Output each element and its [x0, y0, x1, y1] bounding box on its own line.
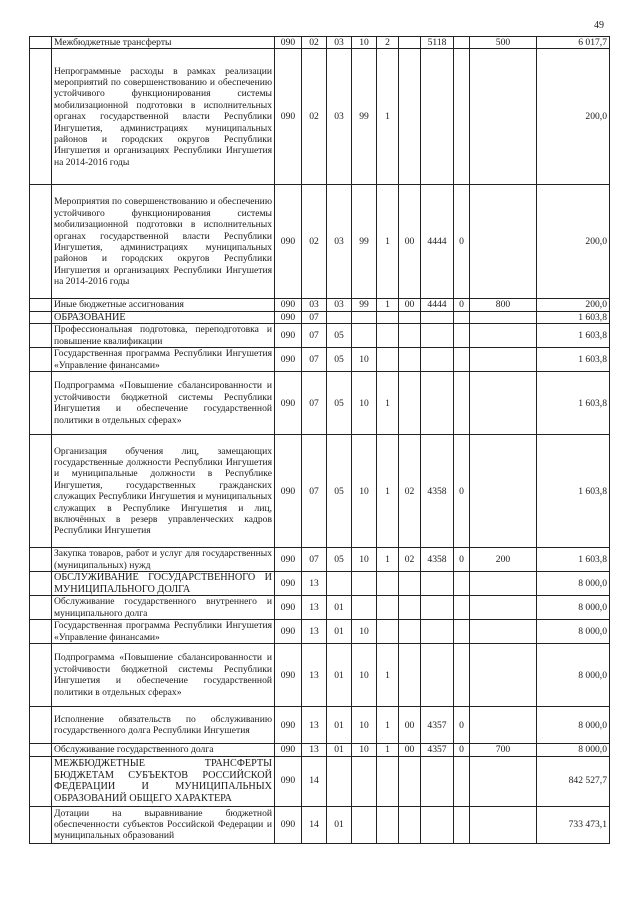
row-amount: 8 000,0: [537, 572, 610, 596]
row-code-cs1: [352, 311, 377, 323]
row-code-cs3: 00: [399, 744, 421, 756]
row-code-adm: 090: [275, 37, 302, 49]
row-amount: 1 603,8: [537, 435, 610, 548]
row-code-cs3: 02: [399, 435, 421, 548]
row-code-cs1: 10: [352, 435, 377, 548]
row-code-vr: [470, 185, 537, 299]
row-code-cs5: [454, 644, 470, 707]
row-code-rz: 13: [302, 572, 327, 596]
row-name-cell: [52, 707, 275, 744]
row-code-cs3: [399, 49, 421, 185]
row-code-cs2: 1: [377, 707, 399, 744]
row-amount: 8 000,0: [537, 707, 610, 744]
row-amount: 1 603,8: [537, 311, 610, 323]
row-name: ОБРАЗОВАНИЕ: [54, 311, 126, 323]
row-name-cell: [52, 311, 275, 323]
row-code-cs1: [352, 596, 377, 620]
table-row: [30, 311, 610, 323]
row-amount: 8 000,0: [537, 744, 610, 756]
row-name: Исполнение обязательств по обслуживанию государственного долга Республики Ингушетия: [54, 713, 272, 737]
row-code-cs4: 4357: [421, 744, 454, 756]
row-code-cs3: [399, 620, 421, 644]
row-code-vr: [470, 324, 537, 348]
row-code-adm: 090: [275, 744, 302, 756]
row-code-cs4: [421, 596, 454, 620]
row-code-pr: 01: [327, 707, 352, 744]
table-row: [30, 756, 610, 806]
row-name-cell: [52, 37, 275, 49]
row-name-cell: [52, 620, 275, 644]
row-code-cs4: 4444: [421, 185, 454, 299]
row-margin-cell: [30, 756, 52, 806]
row-code-cs2: 1: [377, 548, 399, 572]
row-code-cs5: 0: [454, 435, 470, 548]
row-code-rz: 13: [302, 596, 327, 620]
row-code-adm: 090: [275, 707, 302, 744]
row-code-cs1: 10: [352, 707, 377, 744]
row-code-cs5: [454, 324, 470, 348]
row-margin-cell: [30, 806, 52, 843]
row-code-cs5: [454, 348, 470, 372]
row-name: Обслуживание государственного долга: [54, 744, 214, 756]
row-code-pr: 01: [327, 744, 352, 756]
table-row: [30, 37, 610, 49]
row-margin-cell: [30, 37, 52, 49]
row-code-cs2: 1: [377, 744, 399, 756]
row-margin-cell: [30, 644, 52, 707]
row-amount: 200,0: [537, 299, 610, 311]
row-code-rz: 07: [302, 548, 327, 572]
row-code-cs1: [352, 806, 377, 843]
row-margin-cell: [30, 435, 52, 548]
row-code-pr: 05: [327, 372, 352, 435]
row-code-cs1: 10: [352, 548, 377, 572]
table-row: [30, 806, 610, 843]
row-margin-cell: [30, 572, 52, 596]
row-name-cell: [52, 744, 275, 756]
row-code-cs2: [377, 596, 399, 620]
row-code-cs4: [421, 372, 454, 435]
row-code-rz: 07: [302, 324, 327, 348]
row-code-cs3: [399, 324, 421, 348]
row-code-cs5: [454, 37, 470, 49]
row-code-cs4: [421, 348, 454, 372]
row-code-vr: [470, 620, 537, 644]
row-code-cs3: [399, 348, 421, 372]
row-code-cs4: [421, 756, 454, 806]
row-name: Обслуживание государственного внутреннего и муниципального долга: [54, 596, 272, 619]
row-code-cs5: [454, 572, 470, 596]
row-code-cs2: [377, 348, 399, 372]
row-code-rz: 07: [302, 311, 327, 323]
row-code-cs3: 00: [399, 185, 421, 299]
row-code-cs2: 1: [377, 185, 399, 299]
row-code-cs2: 1: [377, 49, 399, 185]
row-code-cs2: 2: [377, 37, 399, 49]
row-amount: 8 000,0: [537, 620, 610, 644]
row-code-cs3: 02: [399, 548, 421, 572]
row-name: Иные бюджетные ассигнования: [54, 299, 184, 311]
row-code-cs3: [399, 644, 421, 707]
row-code-pr: 05: [327, 548, 352, 572]
row-code-cs4: [421, 49, 454, 185]
row-name: Государственная программа Республики Ингушетия «Управление финансами»: [54, 348, 272, 371]
row-name-cell: [52, 299, 275, 311]
table-row: [30, 435, 610, 548]
row-code-cs3: [399, 596, 421, 620]
row-code-rz: 14: [302, 756, 327, 806]
row-code-cs3: [399, 311, 421, 323]
row-code-adm: 090: [275, 644, 302, 707]
row-margin-cell: [30, 620, 52, 644]
table-row: [30, 299, 610, 311]
row-code-adm: 090: [275, 620, 302, 644]
row-code-rz: 02: [302, 37, 327, 49]
page-number: 49: [594, 20, 604, 31]
table-row: [30, 707, 610, 744]
row-margin-cell: [30, 548, 52, 572]
table-row: [30, 644, 610, 707]
row-code-vr: 200: [470, 548, 537, 572]
row-code-cs1: 10: [352, 37, 377, 49]
row-code-adm: 090: [275, 756, 302, 806]
row-code-cs5: 0: [454, 744, 470, 756]
row-code-pr: 01: [327, 644, 352, 707]
row-code-adm: 090: [275, 372, 302, 435]
row-code-cs5: [454, 620, 470, 644]
row-code-cs4: 5118: [421, 37, 454, 49]
row-code-cs4: [421, 644, 454, 707]
row-name-cell: [52, 596, 275, 620]
table-row: [30, 572, 610, 596]
row-code-rz: 13: [302, 707, 327, 744]
row-margin-cell: [30, 324, 52, 348]
row-code-adm: 090: [275, 311, 302, 323]
row-amount: 8 000,0: [537, 596, 610, 620]
row-code-cs1: 10: [352, 372, 377, 435]
row-code-cs5: [454, 596, 470, 620]
row-code-cs3: [399, 756, 421, 806]
row-code-cs1: 10: [352, 744, 377, 756]
row-name-cell: [52, 806, 275, 843]
row-name-cell: [52, 348, 275, 372]
row-code-vr: [470, 756, 537, 806]
row-amount: 6 017,7: [537, 37, 610, 49]
row-name-cell: [52, 324, 275, 348]
row-code-cs4: [421, 311, 454, 323]
row-amount: 842 527,7: [537, 756, 610, 806]
row-code-cs5: [454, 311, 470, 323]
row-margin-cell: [30, 311, 52, 323]
row-code-adm: 090: [275, 596, 302, 620]
row-code-vr: [470, 572, 537, 596]
row-name: МЕЖБЮДЖЕТНЫЕ ТРАНСФЕРТЫ БЮДЖЕТАМ СУБЪЕКТОВ РОССИЙСКОЙ ФЕДЕРАЦИИ И МУНИЦИПАЛЬНЫХ ОБРАЗОВАНИЙ ОБЩЕГО ХАРАКТЕРА: [54, 758, 272, 804]
row-code-cs5: [454, 372, 470, 435]
row-code-cs1: [352, 324, 377, 348]
row-code-adm: 090: [275, 299, 302, 311]
row-amount: 1 603,8: [537, 372, 610, 435]
row-code-cs3: 00: [399, 299, 421, 311]
row-code-cs2: [377, 311, 399, 323]
row-code-cs2: [377, 324, 399, 348]
row-code-cs2: [377, 620, 399, 644]
row-code-vr: [470, 49, 537, 185]
row-code-cs2: 1: [377, 435, 399, 548]
row-code-adm: 090: [275, 572, 302, 596]
row-code-vr: [470, 806, 537, 843]
row-code-cs3: [399, 572, 421, 596]
row-name: ОБСЛУЖИВАНИЕ ГОСУДАРСТВЕННОГО И МУНИЦИПАЛЬНОГО ДОЛГА: [54, 572, 272, 595]
table-row: [30, 596, 610, 620]
row-code-cs3: [399, 372, 421, 435]
row-code-rz: 07: [302, 348, 327, 372]
row-code-pr: 05: [327, 435, 352, 548]
row-code-adm: 090: [275, 324, 302, 348]
row-code-vr: [470, 707, 537, 744]
row-name-cell: [52, 644, 275, 707]
row-code-cs1: 10: [352, 620, 377, 644]
table-row: [30, 744, 610, 756]
row-margin-cell: [30, 744, 52, 756]
row-name-cell: [52, 548, 275, 572]
row-margin-cell: [30, 372, 52, 435]
row-amount: 733 473,1: [537, 806, 610, 843]
table-row: [30, 548, 610, 572]
row-code-cs5: 0: [454, 548, 470, 572]
row-code-cs1: 99: [352, 49, 377, 185]
row-code-pr: 03: [327, 299, 352, 311]
row-name-cell: [52, 572, 275, 596]
row-code-pr: 05: [327, 324, 352, 348]
row-amount: 200,0: [537, 49, 610, 185]
row-name: Профессиональная подготовка, переподготовка и повышение квалификации: [54, 324, 272, 347]
row-code-cs1: [352, 756, 377, 806]
row-name: Организация обучения лиц, замещающих государственные должности Республики Ингушетия и муниципальные должности в Республике Ингушетия, государственных гражданских служащих Республики Ингушетия и муниципальных служащих в Республике Ингушетия и лиц, включённых в резерв управленческих кадров Республики Ингушетия: [54, 445, 272, 537]
row-name: Дотации на выравнивание бюджетной обеспеченности субъектов Российской Федерации и муниципальных образований: [54, 807, 272, 842]
row-amount: 1 603,8: [537, 324, 610, 348]
row-code-vr: [470, 311, 537, 323]
row-amount: 1 603,8: [537, 548, 610, 572]
row-code-cs5: 0: [454, 707, 470, 744]
row-margin-cell: [30, 299, 52, 311]
row-amount: 8 000,0: [537, 644, 610, 707]
row-code-pr: [327, 311, 352, 323]
row-code-cs2: [377, 806, 399, 843]
row-code-pr: 03: [327, 185, 352, 299]
row-margin-cell: [30, 49, 52, 185]
row-margin-cell: [30, 185, 52, 299]
row-code-vr: 700: [470, 744, 537, 756]
row-code-cs2: 1: [377, 644, 399, 707]
row-code-cs4: 4357: [421, 707, 454, 744]
row-code-cs5: 0: [454, 185, 470, 299]
row-code-cs1: 99: [352, 185, 377, 299]
row-amount: 200,0: [537, 185, 610, 299]
row-code-cs4: [421, 620, 454, 644]
row-code-cs5: [454, 756, 470, 806]
row-code-rz: 03: [302, 299, 327, 311]
row-code-pr: 03: [327, 37, 352, 49]
row-code-cs1: 10: [352, 348, 377, 372]
row-code-cs1: 99: [352, 299, 377, 311]
table-row: [30, 348, 610, 372]
row-code-adm: 090: [275, 806, 302, 843]
row-margin-cell: [30, 596, 52, 620]
row-code-cs4: 4358: [421, 548, 454, 572]
row-code-pr: 03: [327, 49, 352, 185]
row-code-cs2: 1: [377, 299, 399, 311]
table-row: [30, 372, 610, 435]
row-code-cs5: [454, 806, 470, 843]
table-row: [30, 620, 610, 644]
row-code-vr: [470, 596, 537, 620]
row-code-pr: 01: [327, 620, 352, 644]
row-amount: 1 603,8: [537, 348, 610, 372]
row-code-vr: [470, 435, 537, 548]
row-margin-cell: [30, 707, 52, 744]
row-code-vr: [470, 372, 537, 435]
row-code-cs4: [421, 324, 454, 348]
row-code-cs2: 1: [377, 372, 399, 435]
row-code-adm: 090: [275, 435, 302, 548]
row-code-cs4: [421, 806, 454, 843]
row-name: Закупка товаров, работ и услуг для государственных (муниципальных) нужд: [54, 548, 272, 571]
row-name-cell: [52, 185, 275, 299]
row-margin-cell: [30, 348, 52, 372]
row-code-vr: 800: [470, 299, 537, 311]
row-name-cell: [52, 49, 275, 185]
row-code-pr: [327, 572, 352, 596]
row-code-cs4: 4444: [421, 299, 454, 311]
row-code-adm: 090: [275, 548, 302, 572]
row-code-pr: [327, 756, 352, 806]
row-code-pr: 01: [327, 806, 352, 843]
row-code-rz: 13: [302, 620, 327, 644]
row-code-cs3: [399, 37, 421, 49]
row-code-cs4: 4358: [421, 435, 454, 548]
row-name: Подпрограмма «Повышение сбалансированности и устойчивости бюджетной системы Республики Ингушетия и обеспечение государственной политики в отдельных сферах»: [54, 380, 272, 426]
row-name: Подпрограмма «Повышение сбалансированности и устойчивости бюджетной системы Республики Ингушетия и обеспечение государственной политики в отдельных сферах»: [54, 652, 272, 698]
row-code-rz: 07: [302, 435, 327, 548]
row-code-cs4: [421, 572, 454, 596]
row-code-cs3: 00: [399, 707, 421, 744]
row-code-cs2: [377, 572, 399, 596]
row-code-cs5: [454, 49, 470, 185]
row-code-rz: 02: [302, 49, 327, 185]
row-name: Непрограммные расходы в рамках реализации мероприятий по совершенствованию и обеспечению устойчивого функционирования системы мобилизационной подготовки в исполнительных органах государственной власти Республики Ингушетия, администрациях муниципальных районов и городских округов Республики Ингушетия и организациях Республики Ингушетия на 2014-2016 годы: [54, 65, 272, 168]
row-name: Государственная программа Республики Ингушетия «Управление финансами»: [54, 620, 272, 643]
row-code-adm: 090: [275, 49, 302, 185]
row-name-cell: [52, 372, 275, 435]
table-row: [30, 49, 610, 185]
row-code-rz: 13: [302, 644, 327, 707]
row-code-rz: 14: [302, 806, 327, 843]
row-code-cs2: [377, 756, 399, 806]
row-code-pr: 05: [327, 348, 352, 372]
row-code-pr: 01: [327, 596, 352, 620]
row-code-vr: [470, 348, 537, 372]
row-name: Межбюджетные трансферты: [54, 37, 172, 48]
row-code-vr: 500: [470, 37, 537, 49]
budget-table: [29, 36, 610, 844]
row-name: Мероприятия по совершенствованию и обеспечению устойчивого функционирования системы мобилизационной подготовки в исполнительных органах государственной власти Республики Ингушетия, администрациях муниципальных районов и городских округов Республики Ингушетия и организациях Республики Ингушетия на 2014-2016 годы: [54, 196, 272, 288]
row-code-rz: 13: [302, 744, 327, 756]
row-code-vr: [470, 644, 537, 707]
table-row: [30, 185, 610, 299]
row-code-rz: 07: [302, 372, 327, 435]
row-name-cell: [52, 756, 275, 806]
row-code-cs1: 10: [352, 644, 377, 707]
row-code-cs1: [352, 572, 377, 596]
row-code-cs5: 0: [454, 299, 470, 311]
table-row: [30, 324, 610, 348]
row-code-adm: 090: [275, 185, 302, 299]
row-name-cell: [52, 435, 275, 548]
row-code-cs3: [399, 806, 421, 843]
row-code-adm: 090: [275, 348, 302, 372]
row-code-rz: 02: [302, 185, 327, 299]
